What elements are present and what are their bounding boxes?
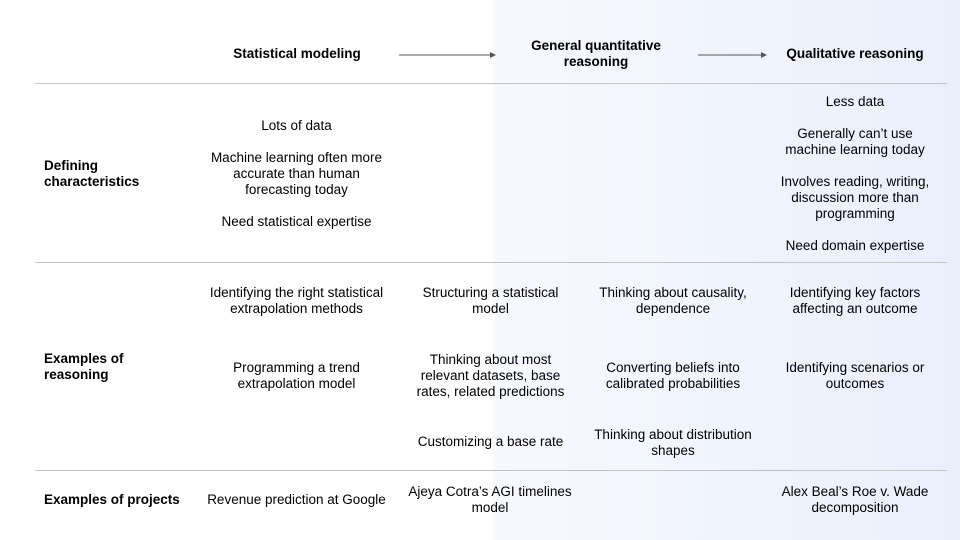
cell-text: Involves reading, writing, discussion more than programming — [780, 174, 930, 221]
row-label-examples-of-reasoning: Examples of reasoning — [44, 351, 124, 382]
qualitative-gradient-background — [493, 0, 960, 540]
row-label-defining-characteristics: Defining characteristics — [44, 158, 140, 189]
project-qualitative: Alex Beal’s Roe v. Wade decomposition — [781, 484, 929, 515]
header-statistical-modeling: Statistical modeling — [233, 46, 361, 61]
defining-qualitative-cell — [775, 94, 935, 254]
defining-statistical-cell — [206, 118, 387, 230]
arrow-icon — [697, 50, 769, 60]
header-general-quantitative-reasoning: General quantitative reasoning — [531, 38, 661, 69]
divider — [35, 83, 947, 84]
cell-text: Need domain expertise — [785, 238, 925, 253]
cell-text: Lots of data — [261, 118, 332, 133]
project-statistical: Revenue prediction at Google — [207, 492, 386, 507]
reasoning-general-item: Structuring a statistical model — [422, 285, 559, 316]
divider — [35, 262, 947, 263]
reasoning-statistical-item: Identifying the right statistical extrapolation methods — [209, 285, 384, 316]
reasoning-general-item: Thinking about distribution shapes — [594, 427, 752, 458]
reasoning-general-item: Converting beliefs into calibrated probabilities — [605, 360, 741, 391]
reasoning-general-item: Thinking about most relevant datasets, base rates, related predictions — [416, 352, 565, 399]
cell-text: Machine learning often more accurate than human forecasting today — [210, 150, 383, 197]
reasoning-general-item: Thinking about causality, dependence — [599, 285, 747, 316]
reasoning-qualitative-item: Identifying key factors affecting an outcome — [789, 285, 921, 316]
project-general: Ajeya Cotra’s AGI timelines model — [408, 484, 572, 515]
reasoning-statistical-item: Programming a trend extrapolation model — [233, 360, 360, 391]
cell-text: Need statistical expertise — [221, 214, 372, 229]
reasoning-general-item: Customizing a base rate — [417, 434, 564, 449]
row-label-examples-of-projects: Examples of projects — [44, 492, 180, 507]
divider — [35, 470, 947, 471]
reasoning-qualitative-item: Identifying scenarios or outcomes — [785, 360, 925, 391]
header-qualitative-reasoning: Qualitative reasoning — [786, 46, 924, 61]
arrow-icon — [398, 50, 498, 60]
cell-text: Generally can’t use machine learning today — [785, 126, 925, 157]
cell-text: Less data — [825, 94, 885, 109]
